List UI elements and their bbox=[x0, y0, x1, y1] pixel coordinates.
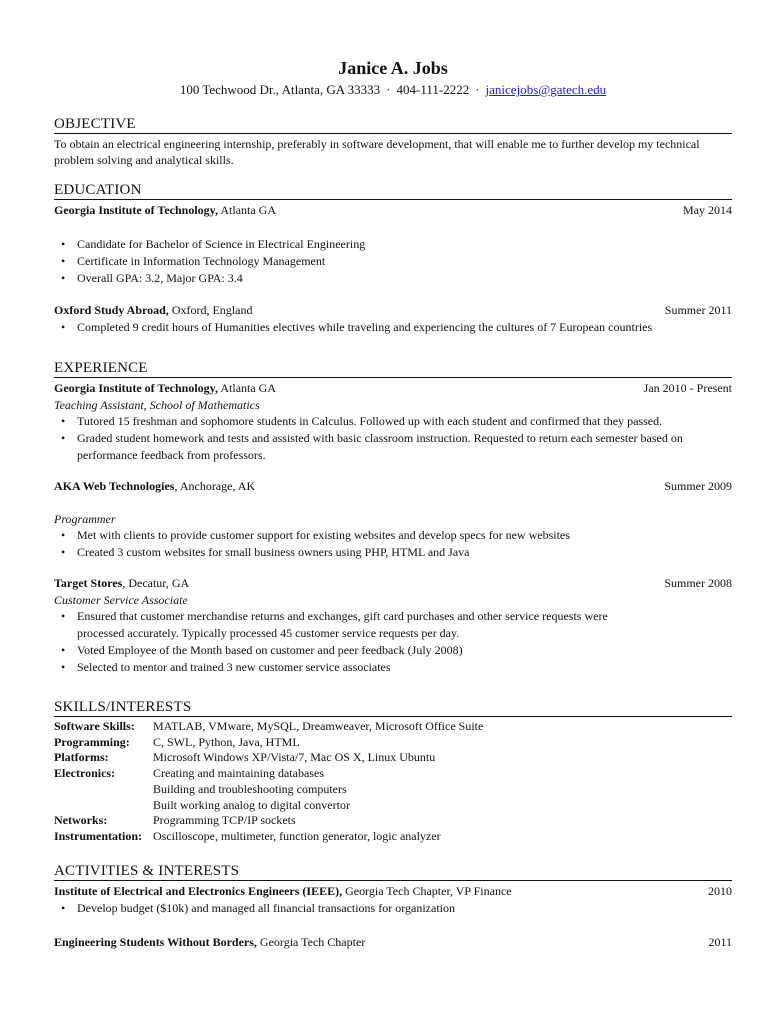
experience-role: Customer Service Associate bbox=[54, 593, 188, 607]
experience-entry-header bbox=[54, 478, 732, 495]
skill-value: Programming TCP/IP sockets bbox=[153, 813, 296, 828]
list-item: • Graded student homework and tests and assisted with basic classroom instruction. Requested to return each semester based on performance feedback from professors. bbox=[54, 430, 732, 464]
experience-date: Jan 2010 - Present bbox=[643, 381, 732, 395]
list-item: • Tutored 15 freshman and sophomore students in Calculus. Followed up with each student and confirmed that they passed. bbox=[54, 413, 732, 430]
list-item: • Candidate for Bachelor of Science in Electrical Engineering bbox=[54, 236, 732, 253]
education-section bbox=[54, 181, 732, 336]
activity-entry-header bbox=[54, 883, 732, 900]
education-org: Georgia Institute of Technology, bbox=[54, 203, 219, 217]
experience-role: Teaching Assistant, School of Mathematics bbox=[54, 398, 260, 412]
skill-label bbox=[54, 798, 153, 814]
skill-label: Programming: bbox=[54, 734, 130, 749]
experience-heading: EXPERIENCE bbox=[54, 359, 732, 378]
list-item: • Met with clients to provide customer support for existing websites and develop specs for new websites bbox=[54, 527, 732, 544]
objective-section bbox=[54, 115, 732, 168]
skills-heading: SKILLS/INTERESTS bbox=[54, 698, 732, 717]
objective-heading: OBJECTIVE bbox=[54, 115, 732, 134]
experience-org: Target Stores bbox=[54, 576, 123, 590]
education-entry-header bbox=[54, 202, 732, 219]
objective-text: To obtain an electrical engineering internship, preferably in software development, that will enable me to further develop my technical problem solving and analytical skills. bbox=[54, 137, 700, 167]
activity-org: Engineering Students Without Borders, bbox=[54, 935, 257, 949]
list-item: • Overall GPA: 3.2, Major GPA: 3.4 bbox=[54, 270, 732, 287]
address: 100 Techwood Dr., Atlanta, GA 33333 bbox=[179, 82, 381, 97]
education-date: Summer 2011 bbox=[664, 303, 732, 317]
email-link[interactable]: janicejobs@gatech.edu bbox=[485, 82, 607, 97]
experience-location: , Decatur, GA bbox=[122, 576, 190, 590]
list-item: • Created 3 custom websites for small business owners using PHP, HTML and Java bbox=[54, 544, 732, 561]
education-date: May 2014 bbox=[683, 203, 732, 217]
education-org: Oxford Study Abroad, bbox=[54, 303, 169, 317]
skill-label: Instrumentation: bbox=[54, 828, 143, 843]
list-item: • Completed 9 credit hours of Humanities electives while traveling and experiencing the cultures of 7 European countries bbox=[54, 319, 732, 336]
experience-entry-header bbox=[54, 575, 732, 592]
skill-label: Electronics: bbox=[54, 766, 116, 781]
skill-label: Platforms: bbox=[54, 750, 109, 765]
skill-value: Microsoft Windows XP/Vista/7, Mac OS X, Linux Ubuntu bbox=[153, 750, 436, 765]
phone: 404-111-2222 bbox=[396, 82, 470, 97]
experience-date: Summer 2008 bbox=[664, 576, 732, 590]
education-bullets bbox=[54, 319, 732, 336]
activity-org: Institute of Electrical and Electronics Engineers (IEEE), bbox=[54, 884, 343, 898]
skill-value: MATLAB, VMware, MySQL, Dreamweaver, Microsoft Office Suite bbox=[153, 719, 484, 733]
experience-section bbox=[54, 359, 732, 676]
skill-value: Oscilloscope, multimeter, function generator, logic analyzer bbox=[153, 828, 441, 843]
skill-value: Built working analog to digital convertor bbox=[153, 797, 350, 812]
activities-section bbox=[54, 862, 732, 951]
activity-location: Georgia Tech Chapter bbox=[256, 935, 366, 949]
experience-org: Georgia Institute of Technology, bbox=[54, 381, 219, 395]
experience-location: Atlanta GA bbox=[218, 381, 277, 395]
education-location: Atlanta GA bbox=[218, 203, 277, 217]
skills-section bbox=[54, 698, 732, 845]
separator-2: · bbox=[475, 82, 480, 97]
activity-date: 2010 bbox=[708, 884, 732, 898]
experience-location: , Anchorage, AK bbox=[174, 479, 256, 493]
experience-entry-header bbox=[54, 380, 732, 397]
skill-label: Networks: bbox=[54, 813, 108, 828]
experience-bullets bbox=[54, 527, 732, 561]
education-bullets bbox=[54, 236, 732, 287]
activity-date: 2011 bbox=[708, 935, 732, 949]
skill-label bbox=[54, 782, 153, 798]
skill-value: C, SWL, Python, Java, HTML bbox=[153, 734, 300, 749]
education-location: Oxford, England bbox=[168, 303, 253, 317]
experience-bullets bbox=[54, 608, 654, 676]
contact-line bbox=[54, 81, 732, 98]
list-item: • Voted Employee of the Month based on customer and peer feedback (July 2008) bbox=[54, 642, 654, 659]
separator-1: · bbox=[386, 82, 391, 97]
skill-label: Software Skills: bbox=[54, 719, 135, 733]
activity-bullets bbox=[54, 900, 732, 917]
list-item: • Develop budget ($10k) and managed all financial transactions for organization bbox=[54, 900, 732, 917]
experience-date: Summer 2009 bbox=[664, 479, 732, 493]
education-heading: EDUCATION bbox=[54, 181, 732, 200]
education-entry-header bbox=[54, 302, 732, 319]
list-item: • Certificate in Information Technology Management bbox=[54, 253, 732, 270]
candidate-name: Janice A. Jobs bbox=[338, 58, 448, 78]
activity-location: Georgia Tech Chapter, VP Finance bbox=[342, 884, 512, 898]
experience-bullets bbox=[54, 413, 732, 464]
activity-entry-header bbox=[54, 934, 732, 951]
experience-org: AKA Web Technologies bbox=[54, 479, 175, 493]
list-item: • Ensured that customer merchandise returns and exchanges, gift card purchases and other service requests were processed accurately. Typically processed 45 customer service requests per day. bbox=[54, 608, 654, 642]
skill-value: Creating and maintaining databases bbox=[153, 766, 324, 781]
experience-role: Programmer bbox=[54, 512, 116, 526]
activities-heading: ACTIVITIES & INTERESTS bbox=[54, 862, 732, 881]
skills-table bbox=[54, 719, 732, 845]
skill-value: Building and troubleshooting computers bbox=[153, 781, 347, 796]
list-item: • Selected to mentor and trained 3 new customer service associates bbox=[54, 659, 654, 676]
